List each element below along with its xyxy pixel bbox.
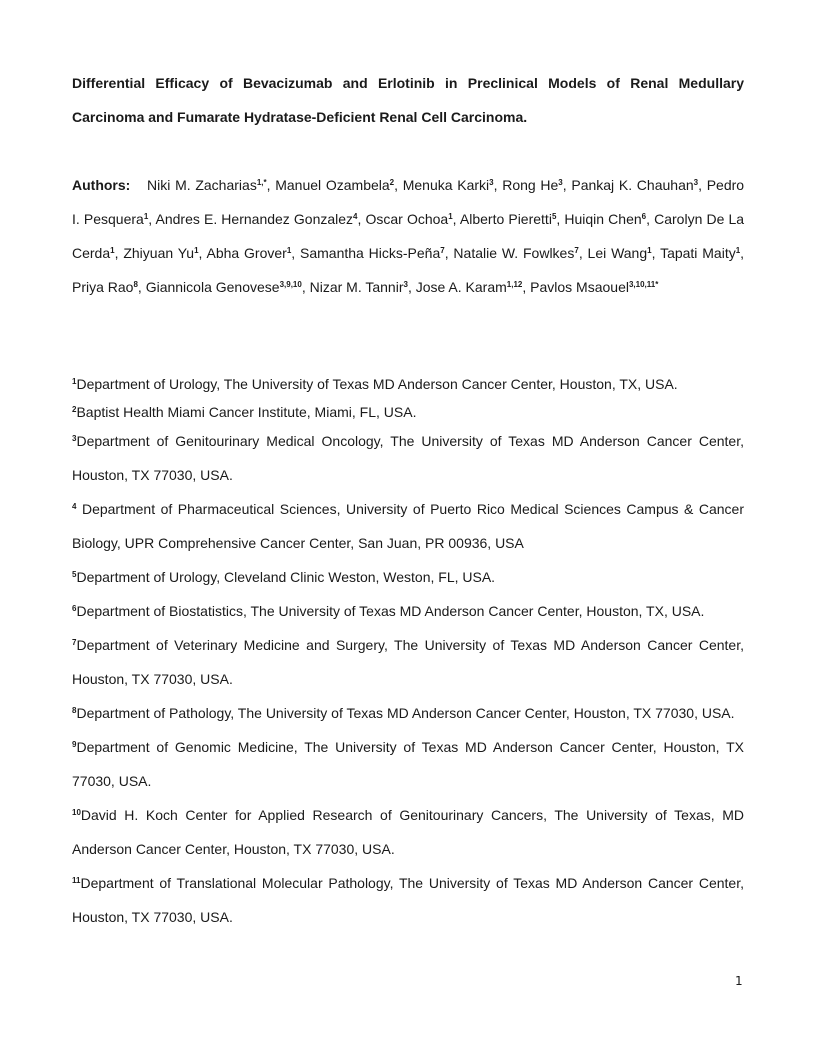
author: Lei Wang$^1$, — [587, 245, 656, 261]
author: Zhiyuan Yu$^1$, — [123, 245, 203, 261]
affiliation: $^5$Department of Urology, Cleveland Clinic Weston, Weston, FL, USA. — [72, 569, 496, 585]
author: Nizar M. Tannir$^3$, — [309, 279, 412, 295]
author: Huiqin Chen$^6$, — [564, 211, 650, 227]
affiliation: $^{10}$David H. Koch Center for Applied Research of Genitourinary Cancers, The University of Texas, MD Anderson Cancer Center, Houston, TX 77030, USA. — [72, 807, 744, 857]
author: Jose A. Karam$^{1,12}$, — [415, 279, 527, 295]
author: Alberto Pieretti$^5$, — [459, 211, 561, 227]
affiliation: $^1$Department of Urology, The University of Texas MD Anderson Cancer Center, Houston, TX, USA. — [72, 376, 678, 392]
author: Natalie W. Fowlkes$^7$, — [453, 245, 583, 261]
author: Menuka Karki$^3$, — [402, 177, 498, 193]
author: Pavlos Msaouel$^{3,10,11*}$ — [530, 279, 659, 295]
author: Rong He$^3$, — [502, 177, 567, 193]
affiliation: $^3$Department of Genitourinary Medical Oncology, The University of Texas MD Anderson Cancer Center, Houston, TX 77030, USA. — [72, 433, 744, 483]
author: Abha Grover$^1$, — [206, 245, 296, 261]
author: Oscar Ochoa$^1$, — [365, 211, 457, 227]
page-number: 1 — [735, 974, 743, 988]
author: Pankaj K. Chauhan$^3$, — [571, 177, 702, 193]
author: Tapati Maity$^1$, — [660, 245, 745, 261]
paper-title: Differential Efficacy of Bevacizumab and Erlotinib in Preclinical Models of Renal Medullary Carcinoma and Fumarate Hydratase-Deficient Renal Cell Carcinoma. — [72, 75, 744, 125]
author: Giannicola Genovese$^{3,9,10}$, — [145, 279, 306, 295]
affiliation-list — [72, 370, 744, 934]
author: Niki M. Zacharias$^{1,*}$, — [147, 177, 271, 193]
author-entries — [72, 177, 744, 295]
author-list — [72, 168, 744, 304]
author: Pedro I. Pesquera$^1$, — [72, 177, 745, 227]
affiliation: $^6$Department of Biostatistics, The University of Texas MD Anderson Cancer Center, Houston, TX, USA. — [72, 603, 705, 619]
author: Carolyn De La Cerda$^1$, — [72, 211, 745, 261]
affiliation: $^7$Department of Veterinary Medicine and Surgery, The University of Texas MD Anderson Cancer Center, Houston, TX 77030, USA. — [72, 637, 744, 687]
affiliation: $^9$Department of Genomic Medicine, The University of Texas MD Anderson Cancer Center, Houston, TX 77030, USA. — [72, 739, 744, 789]
affiliation: $^8$Department of Pathology, The University of Texas MD Anderson Cancer Center, Houston, TX 77030, USA. — [72, 705, 735, 721]
author: Manuel Ozambela$^2$, — [275, 177, 399, 193]
author: Andres E. Hernandez Gonzalez$^4$, — [155, 211, 362, 227]
affiliation: $^4$ Department of Pharmaceutical Sciences, University of Puerto Rico Medical Sciences Campus & Cancer Biology, UPR Comprehensive Cancer Center, San Juan, PR 00936, USA — [72, 501, 744, 551]
author: Samantha Hicks-Peña$^7$, — [300, 245, 449, 261]
author: Priya Rao$^8$, — [72, 279, 142, 295]
affiliation: $^{11}$Department of Translational Molecular Pathology, The University of Texas MD Anderson Cancer Center, Houston, TX 77030, USA. — [72, 875, 744, 925]
affiliation: $^2$Baptist Health Miami Cancer Institute, Miami, FL, USA. — [72, 404, 417, 420]
authors-label: Authors: — [72, 177, 131, 193]
